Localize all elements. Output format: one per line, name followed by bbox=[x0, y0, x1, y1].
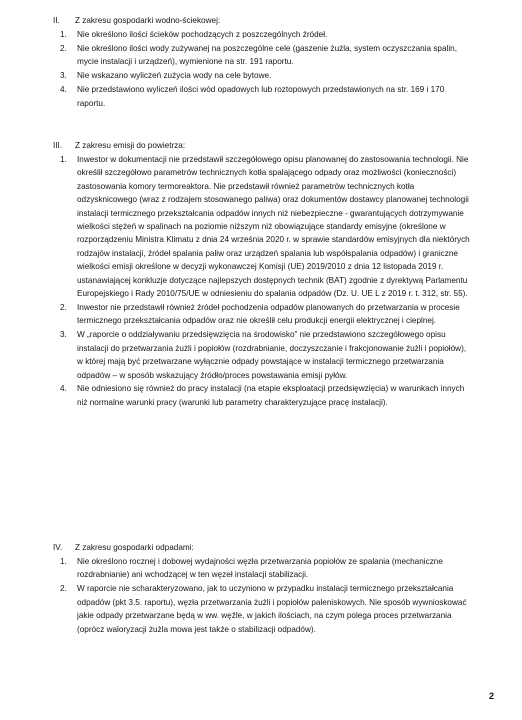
item-text: Inwestor nie przedstawił również źródeł pochodzenia odpadów planowanych do przetwarzania w procesie termicznego przekształcania odpadów oraz nie określił celu produkcji energii elektrycznej i cieplnej. bbox=[77, 302, 460, 326]
section-numeral: II. bbox=[53, 16, 60, 25]
item-number: 4. bbox=[60, 85, 67, 95]
item-text: Inwestor w dokumentacji nie przedstawił szczegółowego opisu planowanej do zastosowania technologii. Nie określił szczegółowo parametrów technicznych kotła spalającego odpady oraz możliwości (konieczności) zastosowania komory termoreaktora. Nie przedstawił również parametrów technicznych kotła odzysknicowego (wraz z rodzajem stosowanego paliwa) oraz dokumentów dostawcy planowanej technologii instalacji termicznego przekształcania odpadów innych niż niebezpieczne - gwarantujących dotrzymywanie wielkości stężeń w spalinach na poziomie niższym niż obowiązujące standardy emisyjne (określone w rozporządzeniu Ministra Klimatu z dnia 24 września 2020 r. w sprawie standardów emisyjnych dla niektórych rodzajów instalacji, źródeł spalania paliw oraz urządzeń spalania lub współspalania odpadów) i graniczne wielkości emisji określone w decyzji wykonawczej Komisji (UE) 2019/2010 z dnia 12 listopada 2019 r. ustanawiającej konkluzje dotyczące najlepszych dostępnych technik (BAT) zgodnie z dyrektywą Parlamentu Europejskiego i Rady 2010/75/UE w odniesieniu do spalania odpadów (Dz. U. UE L z 2019 r. t. 312, str. 55). bbox=[77, 155, 470, 299]
item-text: Nie przedstawiono wyliczeń ilości wód opadowych lub roztopowych przedstawionych na str. 169 i 170 raportu. bbox=[77, 85, 445, 108]
list-item bbox=[60, 42, 470, 69]
page-number: 2 bbox=[489, 691, 495, 701]
item-text: Nie określono ilości ścieków pochodzących z poszczególnych źródeł. bbox=[77, 30, 328, 39]
item-text: W „raporcie o oddziaływaniu przedsięwzięcia na środowisko” nie przedstawiono szczegółowego opisu instalacji do przetwarzania żużli i popiołów (rozdrabnianie, doczyszczanie i frakcjonowanie żużli i popiołów), w której mają być przetwarzane wyłącznie odpady powstające w instalacji termicznego przetwarzania odpadów – w sposób wskazujący źródło/proces powstawania emisji pyłów. bbox=[77, 330, 467, 380]
item-number: 1. bbox=[60, 155, 67, 164]
list-item bbox=[60, 555, 470, 582]
list-item bbox=[60, 28, 470, 41]
section-title: Z zakresu emisji do powietrza: bbox=[75, 141, 186, 150]
list-item bbox=[60, 582, 470, 636]
section-title: Z zakresu gospodarki odpadami: bbox=[75, 543, 194, 552]
item-text: Nie określono ilości wody zużywanej na poszczególne cele (gaszenie żużla, system oczyszczania spalin, mycie instalacji i urządzeń), wymienione na str. 191 raportu. bbox=[77, 43, 457, 67]
item-number: 2. bbox=[60, 302, 67, 312]
item-text: Nie odniesiono się również do pracy instalacji (na etapie eksploatacji przedsięwzięcia) w warunkach innych niż normalne warunki pracy (warunki lub parametry charakteryzujące pracę instalacji). bbox=[77, 384, 465, 407]
item-number: 3. bbox=[60, 71, 67, 81]
list-item bbox=[60, 153, 470, 300]
item-number: 4. bbox=[60, 384, 67, 394]
item-number: 1. bbox=[60, 557, 67, 566]
section-heading bbox=[53, 14, 220, 27]
item-number: 3. bbox=[60, 330, 67, 340]
section-title: Z zakresu gospodarki wodno-ściekowej: bbox=[75, 16, 221, 25]
item-number: 2. bbox=[60, 584, 67, 594]
section-numeral: III. bbox=[53, 141, 63, 150]
section-heading bbox=[53, 541, 194, 554]
list-item bbox=[60, 69, 470, 82]
section-iii-list bbox=[60, 153, 470, 410]
section-numeral: IV. bbox=[53, 543, 63, 552]
list-item bbox=[60, 382, 470, 409]
list-item bbox=[60, 83, 470, 110]
list-item bbox=[60, 328, 470, 382]
section-ii-list bbox=[60, 28, 470, 110]
section-heading bbox=[53, 139, 185, 152]
item-text: Nie określono rocznej i dobowej wydajności węzła przetwarzania popiołów ze spalania (mechaniczne rozdrabnianie) ani wchodzącej w ten węzeł instalacji stabilizacji. bbox=[77, 557, 443, 580]
section-iv-list bbox=[60, 555, 470, 636]
list-item bbox=[60, 301, 470, 328]
item-number: 2. bbox=[60, 43, 67, 53]
item-text: W raporcie nie scharakteryzowano, jak to uczyniono w przypadku instalacji termicznego przekształcania odpadów (pkt 3.5. raportu), węzła przetwarzania żużli i popiołów paleniskowych. Nie sposób wywnioskować jakie odpady przetwarzane będą w ww. węźle, w jakich ilościach, na czym polega proces przetwarzania (oprócz waloryzacji żużla mowa jest także o stabilizacji odpadów). bbox=[77, 584, 467, 634]
item-text: Nie wskazano wyliczeń zużycia wody na cele bytowe. bbox=[77, 71, 272, 81]
item-number: 1. bbox=[60, 30, 67, 39]
